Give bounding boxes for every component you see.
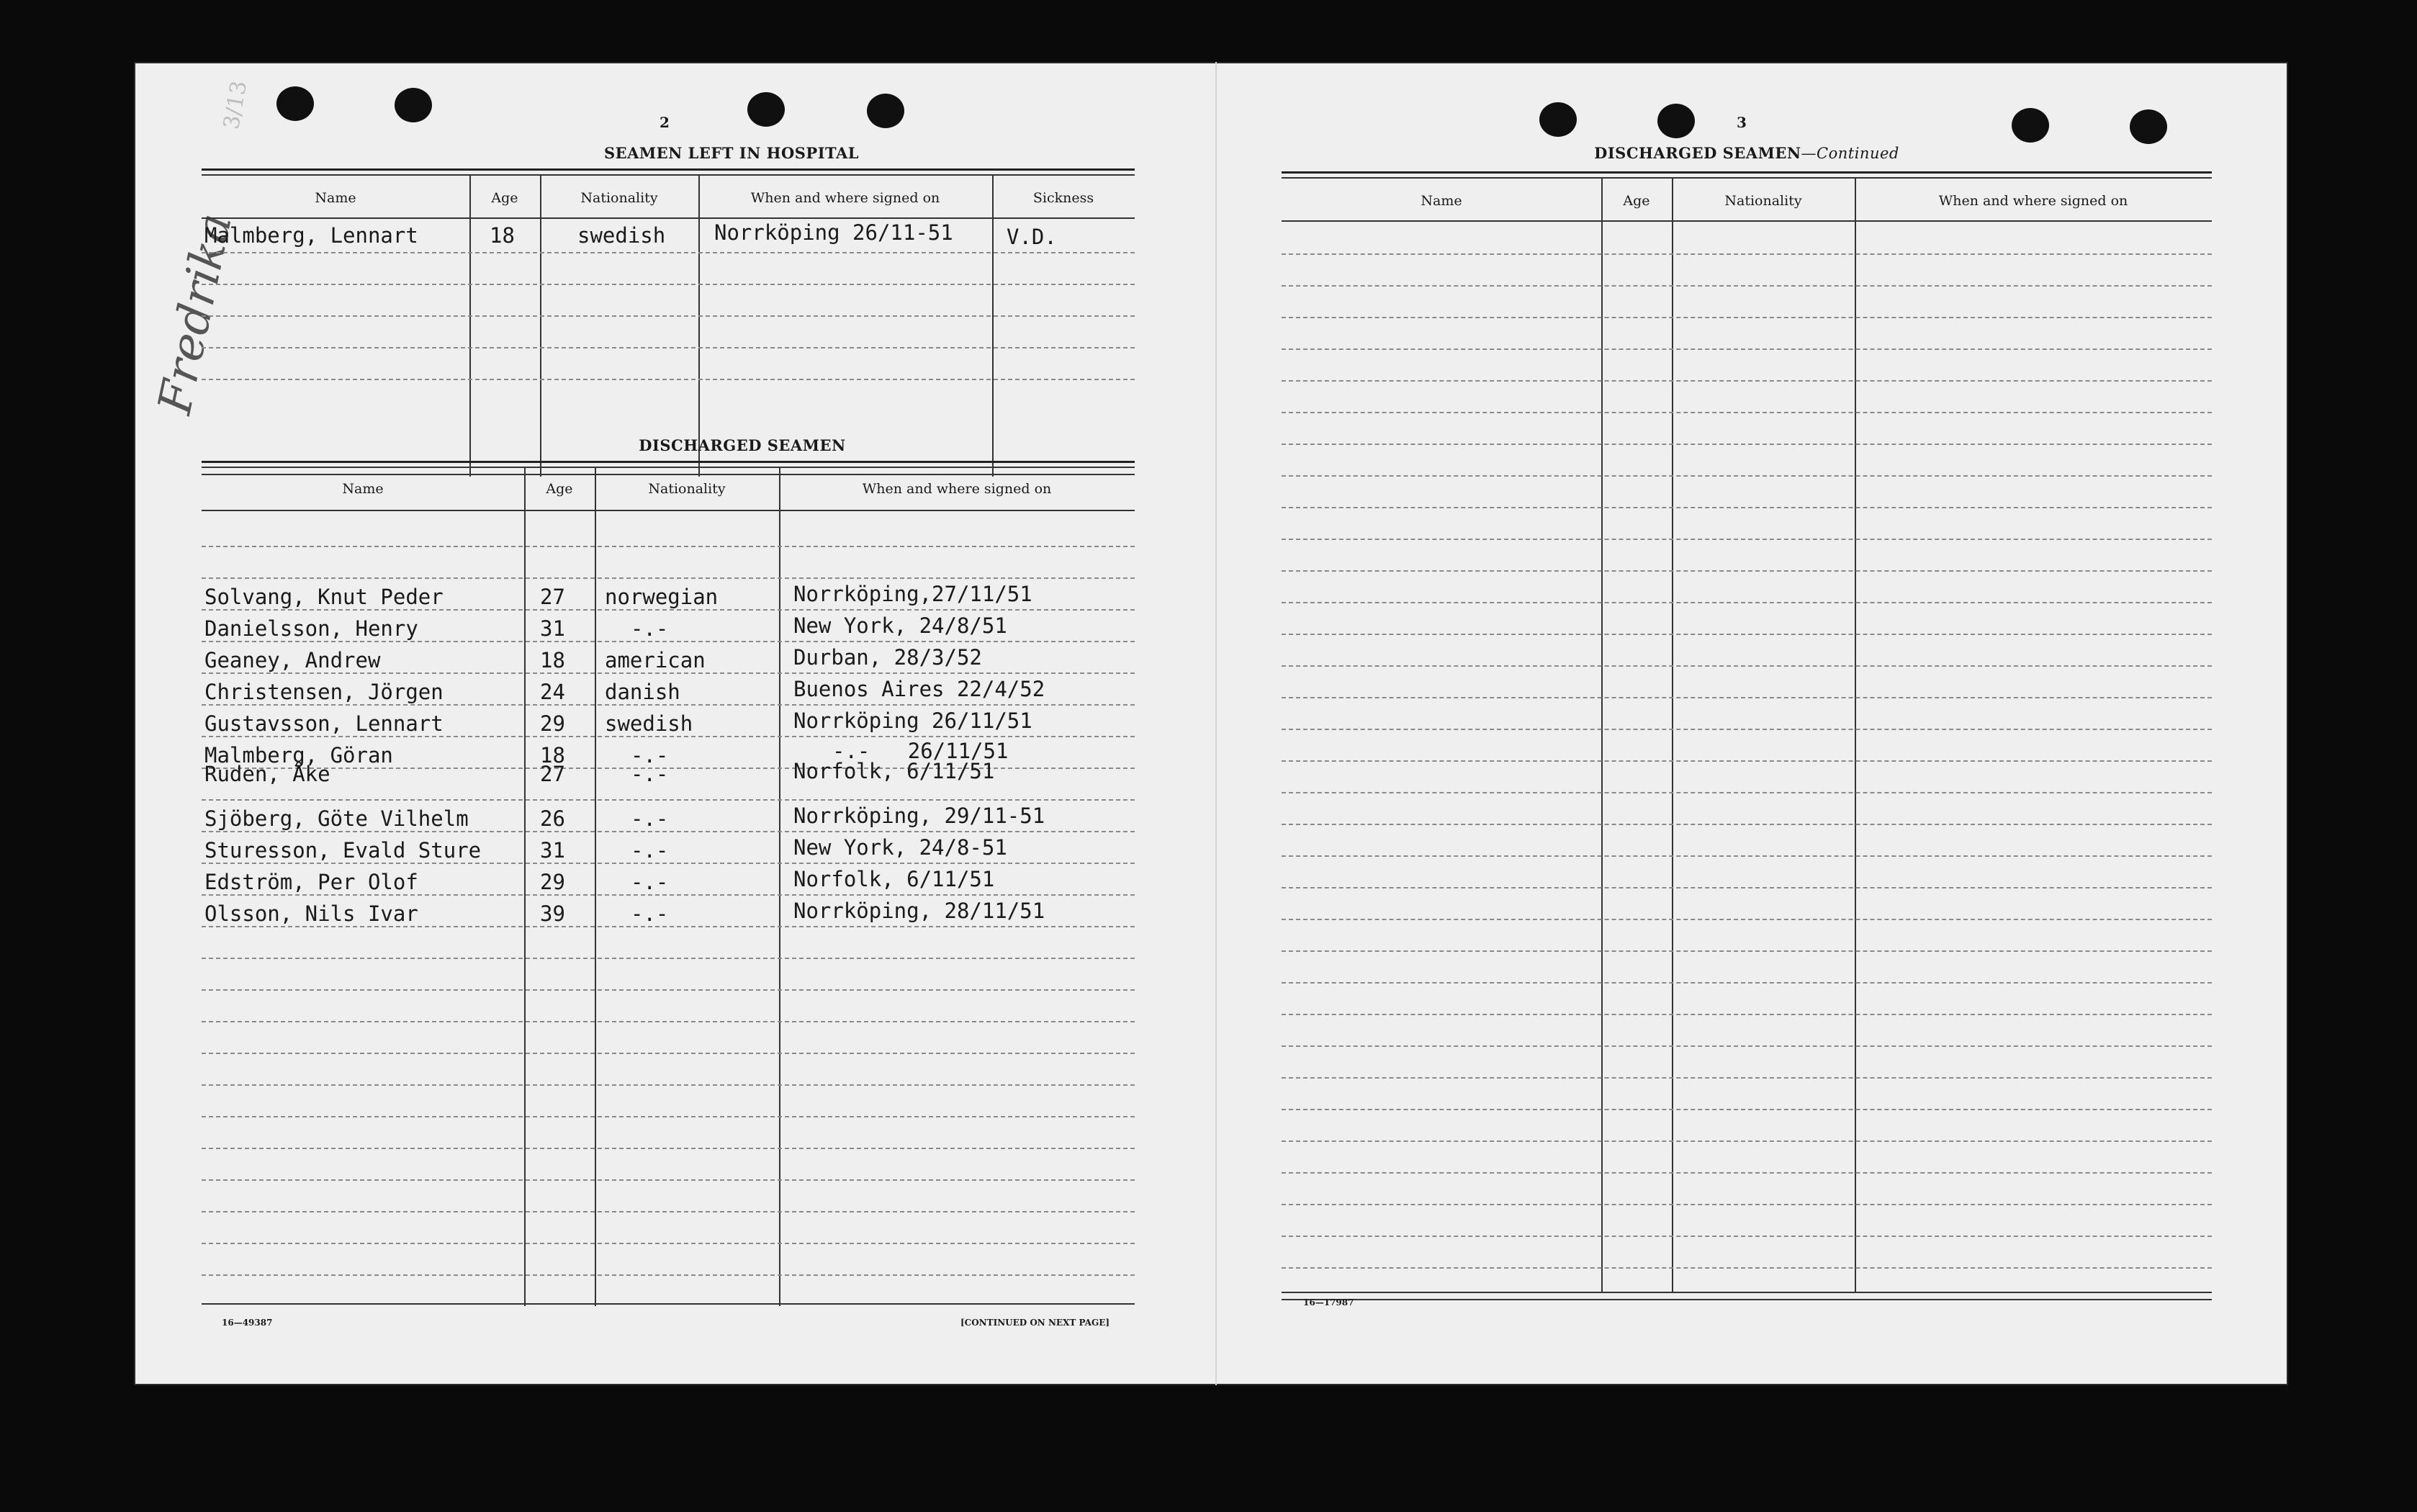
column-header: Sickness — [1032, 190, 1094, 206]
seaman-name: Olsson, Nils Ivar — [204, 901, 418, 926]
section-heading-discharged: DISCHARGED SEAMEN — [639, 436, 846, 454]
seaman-nationality: danish — [605, 680, 680, 704]
discharged-table — [202, 461, 1135, 1308]
sickness: V.D. — [1007, 225, 1057, 249]
table-row — [202, 806, 1135, 835]
signed-on: Norrköping, 28/11/51 — [793, 899, 1045, 923]
seaman-age: 29 — [540, 870, 565, 894]
column-header: When and where signed on — [1938, 193, 2128, 209]
column-header: Age — [491, 190, 518, 206]
seaman-nationality: -.- — [631, 616, 669, 641]
seaman-age: 18 — [490, 223, 515, 248]
page-fold — [1215, 62, 1217, 1385]
seaman-name: Sturesson, Evald Sture — [204, 838, 482, 863]
seaman-age: 31 — [540, 838, 565, 863]
punch-hole — [1657, 104, 1695, 138]
page-number: 2 — [660, 114, 670, 131]
seaman-name: Christensen, Jörgen — [204, 680, 444, 704]
seaman-age: 26 — [540, 806, 565, 831]
table-row — [202, 220, 1135, 252]
seaman-name: Gustavsson, Lennart — [204, 711, 444, 736]
page-number: 3 — [1737, 114, 1747, 131]
signed-on: -.- 26/11/51 — [832, 739, 1009, 763]
seaman-age: 27 — [540, 585, 565, 609]
table-row — [202, 708, 1135, 740]
punch-hole — [276, 86, 314, 121]
seaman-nationality: -.- — [631, 870, 669, 894]
seaman-age: 18 — [540, 648, 565, 672]
punch-hole — [2130, 109, 2167, 144]
column-header: Name — [342, 481, 384, 497]
seaman-age: 31 — [540, 616, 565, 641]
punch-hole — [2012, 108, 2049, 143]
section-heading-discharged-continued — [1545, 144, 1948, 162]
table-row — [202, 613, 1135, 645]
signed-on: Norrköping,27/11/51 — [793, 582, 1032, 606]
seaman-nationality: -.- — [631, 743, 669, 768]
column-header: Nationality — [580, 190, 658, 206]
punch-hole — [1539, 102, 1577, 137]
column-header: When and where signed on — [750, 190, 940, 206]
margin-numeral: 3/13 — [219, 78, 253, 132]
signed-on: Durban, 28/3/52 — [793, 645, 982, 670]
seaman-nationality: swedish — [577, 223, 666, 248]
seaman-name: Ruden, Åke — [204, 762, 330, 786]
discharged-continued-table — [1282, 171, 2212, 1323]
table-row — [202, 901, 1135, 930]
column-header: Nationality — [648, 481, 726, 497]
seaman-age: 29 — [540, 711, 565, 736]
seaman-name: Sjöberg, Göte Vilhelm — [204, 806, 469, 831]
seaman-age: 18 — [540, 743, 565, 768]
seaman-name: Malmberg, Göran — [204, 743, 393, 768]
table-row — [202, 759, 1135, 791]
column-header: Nationality — [1724, 193, 1802, 209]
seaman-name: Danielsson, Henry — [204, 616, 418, 641]
heading-text: DISCHARGED SEAMEN — [1594, 144, 1801, 162]
scanned-document — [134, 62, 2288, 1385]
section-heading-hospital: SEAMEN LEFT IN HOSPITAL — [603, 144, 860, 162]
column-header: Age — [546, 481, 573, 497]
table-row — [202, 835, 1135, 867]
margin-handwriting: Fredrika — [148, 209, 243, 419]
seaman-age: 39 — [540, 901, 565, 926]
continued-note: [CONTINUED ON NEXT PAGE] — [960, 1318, 1110, 1328]
hospital-table — [202, 168, 1135, 478]
punch-hole — [747, 92, 785, 127]
signed-on: Norfolk, 6/11/51 — [793, 759, 995, 783]
seaman-nationality: -.- — [631, 762, 669, 786]
table-row — [202, 677, 1135, 708]
punch-hole — [867, 94, 904, 128]
punch-hole — [395, 88, 432, 122]
signed-on: Norrköping 26/11-51 — [714, 220, 953, 245]
signed-on: Norfolk, 6/11/51 — [793, 867, 995, 891]
seaman-nationality: american — [605, 648, 706, 672]
seaman-nationality: -.- — [631, 901, 669, 926]
seaman-nationality: norwegian — [605, 585, 719, 609]
seaman-age: 27 — [540, 762, 565, 786]
signed-on: New York, 24/8/51 — [793, 613, 1007, 638]
table-row — [202, 645, 1135, 677]
seaman-nationality: -.- — [631, 838, 669, 863]
signed-on: Norrköping 26/11/51 — [793, 708, 1032, 733]
seaman-nationality: -.- — [631, 806, 669, 831]
table-row — [202, 867, 1135, 899]
seaman-name: Malmberg, Lennart — [204, 223, 418, 248]
seaman-name: Geaney, Andrew — [204, 648, 381, 672]
signed-on: Buenos Aires 22/4/52 — [793, 677, 1045, 701]
table-row — [202, 582, 1135, 613]
seaman-age: 24 — [540, 680, 565, 704]
column-header: When and where signed on — [862, 481, 1052, 497]
form-number: 16—17987 — [1303, 1297, 1354, 1308]
seaman-nationality: swedish — [605, 711, 693, 736]
seaman-name: Edström, Per Olof — [204, 870, 418, 894]
signed-on: New York, 24/8-51 — [793, 835, 1007, 860]
column-header: Age — [1623, 193, 1650, 209]
seaman-name: Solvang, Knut Peder — [204, 585, 444, 609]
column-header: Name — [315, 190, 356, 206]
signed-on: Norrköping, 29/11-51 — [793, 804, 1045, 828]
heading-suffix: —Continued — [1801, 145, 1899, 162]
column-header: Name — [1421, 193, 1462, 209]
form-number: 16—49387 — [222, 1318, 273, 1328]
